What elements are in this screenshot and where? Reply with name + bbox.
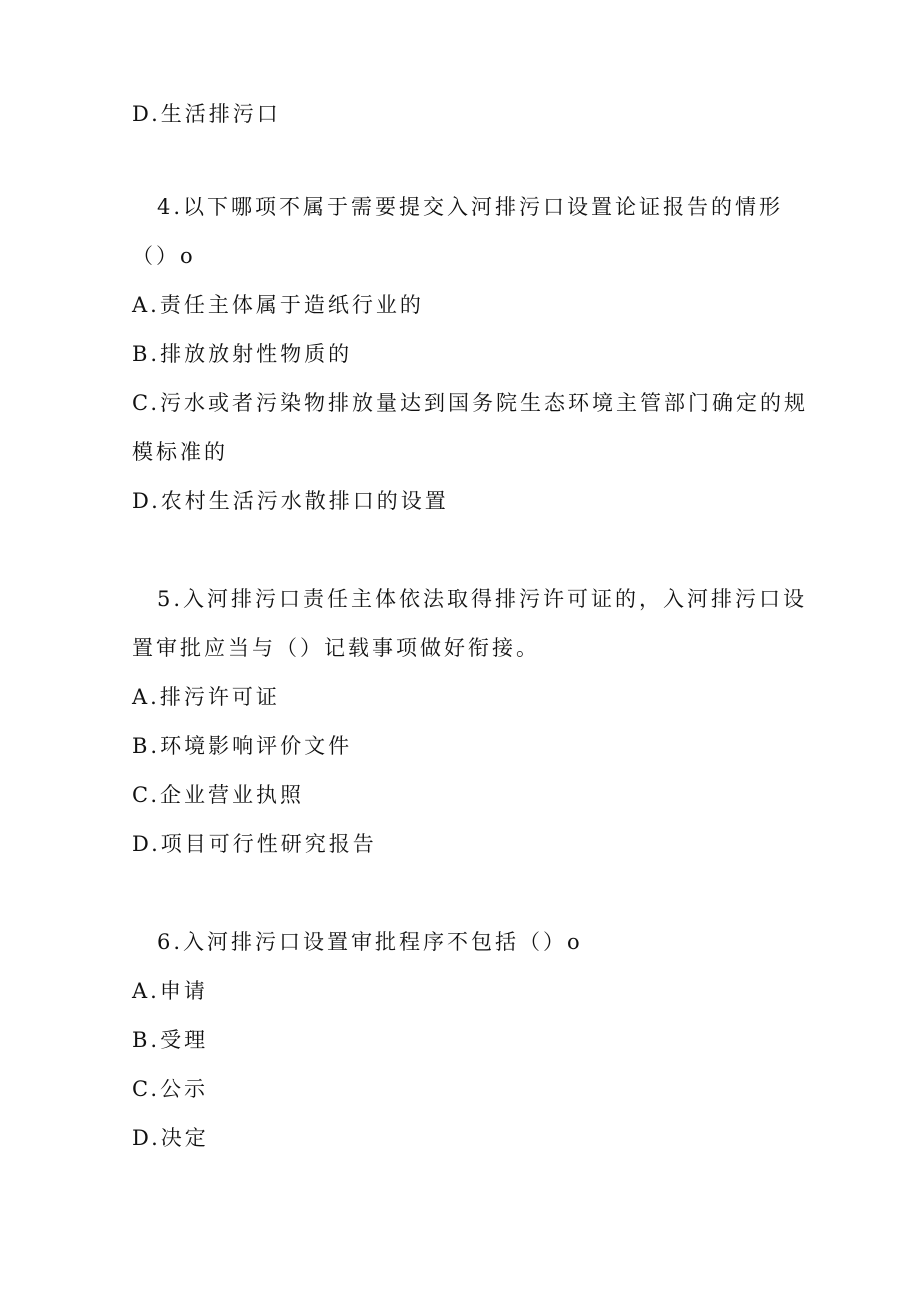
q6-option-a: A.申请	[132, 979, 208, 1003]
q4-option-c-cont: 模标准的	[132, 440, 228, 464]
q6-option-d: D.决定	[132, 1126, 209, 1150]
q4-stem-line1: 4.以下哪项不属于需要提交入河排污口设置论证报告的情形	[157, 195, 784, 219]
q5-stem-line2: 置审批应当与（）记载事项做好衔接。	[132, 636, 540, 660]
q4-stem-line2: （）o	[132, 244, 196, 268]
q4-option-b: B.排放放射性物质的	[132, 342, 353, 366]
q5-option-d: D.项目可行性研究报告	[132, 832, 377, 856]
q4-option-d: D.农村生活污水散排口的设置	[132, 489, 449, 513]
q6-stem-line1: 6.入河排污口设置审批程序不包括（）o	[157, 930, 583, 954]
q4-option-a: A.责任主体属于造纸行业的	[132, 293, 424, 317]
q5-stem-line1: 5.入河排污口责任主体依法取得排污许可证的，入河排污口设	[157, 587, 808, 611]
q6-option-c: C.公示	[132, 1077, 208, 1101]
q5-option-c: C.企业营业执照	[132, 783, 304, 807]
q5-option-b: B.环境影响评价文件	[132, 734, 353, 758]
q4-option-c: C.污水或者污染物排放量达到国务院生态环境主管部门确定的规	[132, 391, 808, 415]
q3-option-d: D.生活排污口	[132, 102, 281, 126]
q5-option-a: A.排污许可证	[132, 685, 280, 709]
q6-option-b: B.受理	[132, 1028, 209, 1052]
